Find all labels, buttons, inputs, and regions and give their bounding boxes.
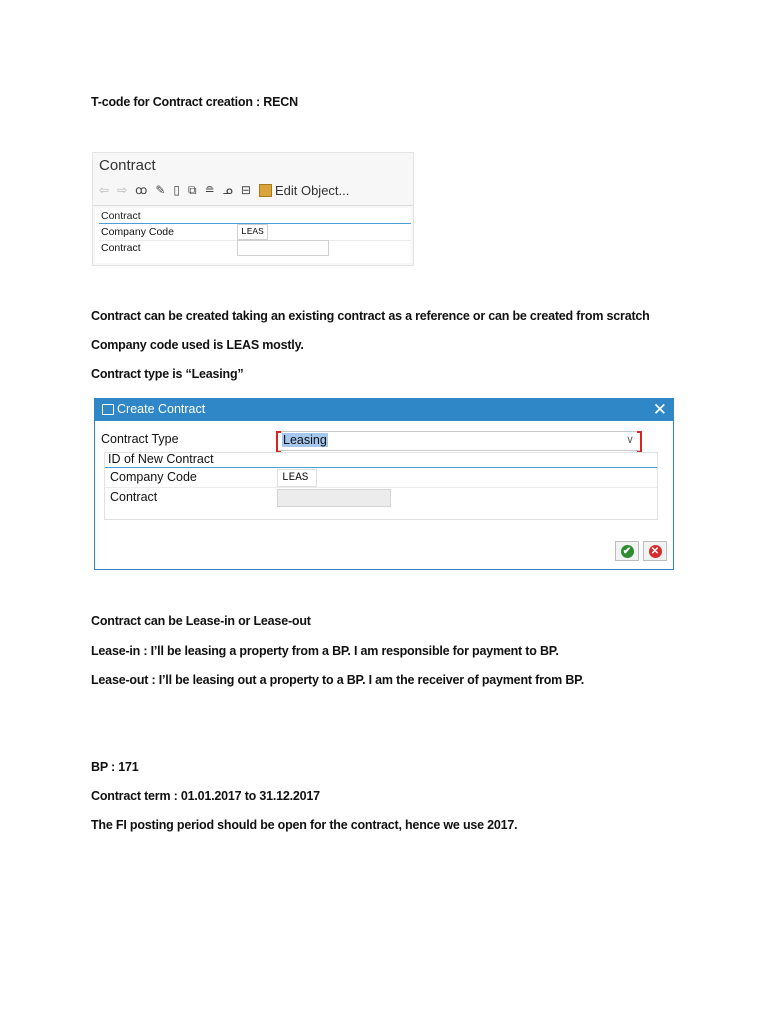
- paragraph-bp: BP : 171: [91, 760, 139, 774]
- contract-type-dropdown[interactable]: [277, 431, 641, 451]
- contract-screen-screenshot: [92, 152, 414, 266]
- chevron-down-icon[interactable]: ∨: [625, 434, 634, 446]
- new-contract-id-group: [104, 452, 658, 520]
- contract-field[interactable]: [237, 240, 329, 256]
- create-document-icon[interactable]: ▯: [173, 183, 181, 197]
- group-divider: [105, 467, 657, 468]
- paragraph-contract-type: Contract type is “Leasing”: [91, 367, 244, 381]
- paragraph-contract-term: Contract term : 01.01.2017 to 31.12.2017: [91, 789, 320, 803]
- row-divider: [105, 487, 657, 488]
- intro-text: T-code for Contract creation : RECN: [91, 95, 298, 109]
- contract-type-label: Contract Type: [101, 432, 179, 446]
- contract-label: Contract: [101, 242, 141, 254]
- change-history-icon[interactable]: ≘: [204, 183, 215, 197]
- back-arrow-icon[interactable]: ⇦: [99, 183, 110, 197]
- screen-title: Contract: [99, 157, 156, 174]
- company-code-field[interactable]: LEAS: [277, 469, 317, 487]
- group-title: ID of New Contract: [108, 452, 214, 466]
- company-code-field[interactable]: LEAS: [237, 224, 268, 240]
- paragraph-lease-out: Lease-out : I’ll be leasing out a property to a BP. I am the receiver of payment from BP.: [91, 673, 584, 687]
- required-marker-left: [276, 431, 281, 453]
- paragraph-lease-types: Contract can be Lease-in or Lease-out: [91, 614, 311, 628]
- dialog-title: Create Contract: [117, 402, 206, 416]
- paragraph-posting-period: The FI posting period should be open for the contract, hence we use 2017.: [91, 818, 518, 832]
- layout-icon[interactable]: ⊟: [240, 183, 251, 197]
- close-icon[interactable]: ✕: [652, 400, 667, 419]
- dialog-header: [95, 399, 673, 421]
- company-code-label: Company Code: [101, 226, 174, 238]
- settings-icon[interactable]: ᓄ: [222, 183, 233, 197]
- checkmark-icon: ✔: [621, 545, 634, 558]
- copy-document-icon[interactable]: ⧉: [188, 183, 197, 197]
- company-code-label: Company Code: [110, 470, 197, 484]
- contract-field[interactable]: [277, 489, 391, 507]
- paragraph-lease-in: Lease-in : I’ll be leasing a property from a BP. I am responsible for payment to BP.: [91, 644, 559, 658]
- contract-label: Contract: [110, 490, 158, 504]
- edit-pencil-icon[interactable]: ✎: [155, 183, 166, 197]
- create-contract-dialog: [94, 398, 674, 570]
- toolbar-divider: [93, 205, 413, 206]
- section-title: Contract: [101, 210, 141, 222]
- forward-arrow-icon[interactable]: ⇨: [117, 183, 128, 197]
- contract-type-value: Leasing: [283, 433, 327, 447]
- edit-object-icon: [259, 184, 272, 197]
- required-marker-right: [637, 431, 642, 453]
- edit-window-icon: [102, 404, 114, 415]
- cancel-icon: ✕: [649, 545, 662, 558]
- display-glasses-icon[interactable]: ꝏ: [135, 183, 148, 197]
- screen-toolbar: [99, 181, 349, 199]
- edit-object-label: Edit Object...: [274, 182, 350, 198]
- edit-object-button[interactable]: [259, 183, 349, 198]
- ok-button[interactable]: [615, 541, 639, 561]
- cancel-button[interactable]: [643, 541, 667, 561]
- contract-form: [95, 208, 411, 263]
- paragraph-company-code: Company code used is LEAS mostly.: [91, 338, 304, 352]
- paragraph-reference: Contract can be created taking an existing contract as a reference or can be created from scratch: [91, 309, 650, 323]
